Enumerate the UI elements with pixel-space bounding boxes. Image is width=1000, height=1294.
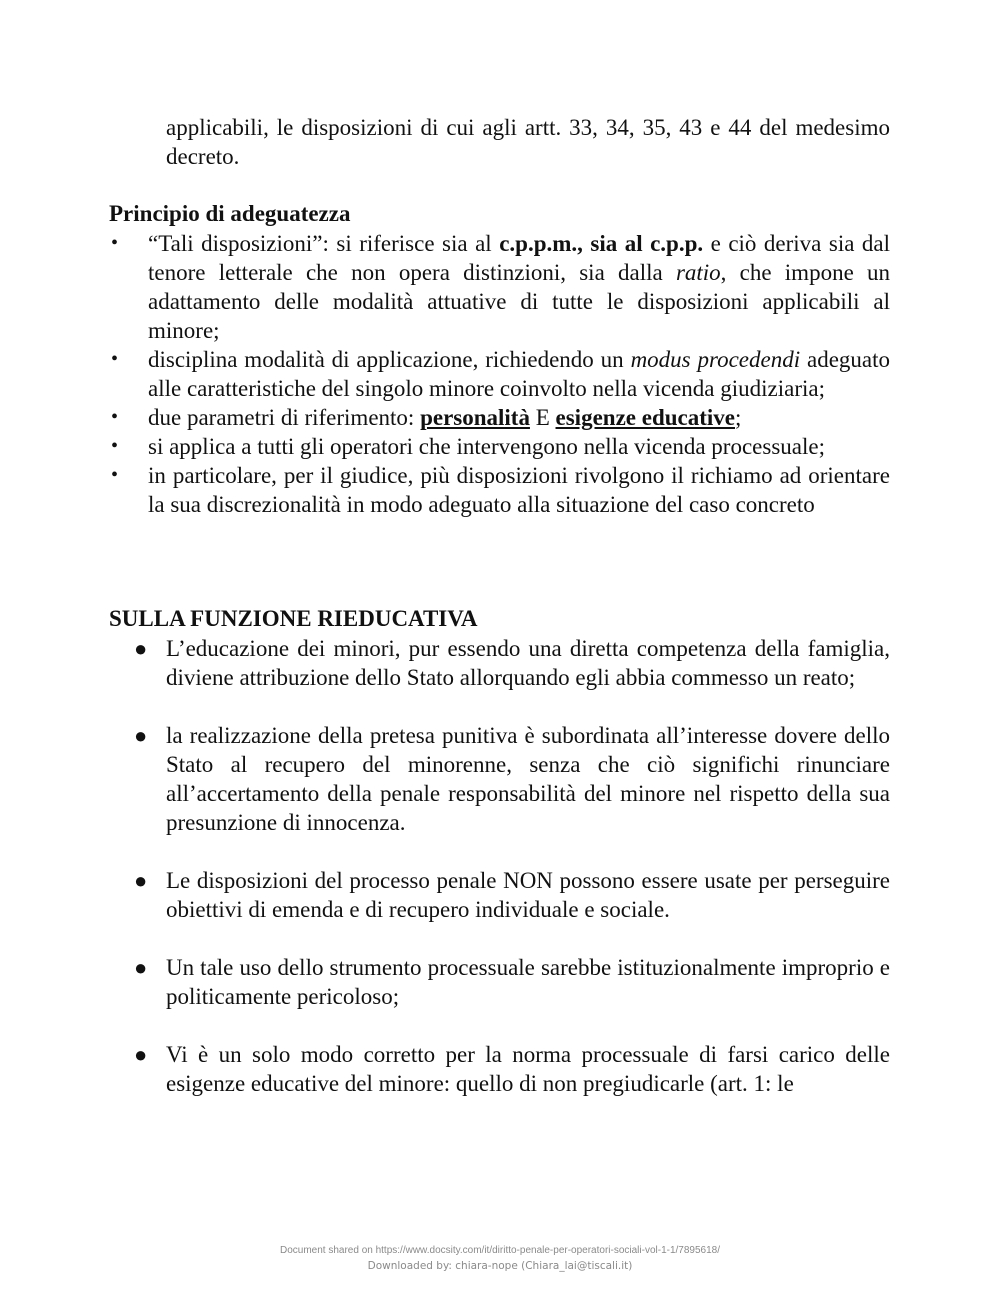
text-run: si applica a tutti gli operatori che intervengono nella vicenda processuale;	[148, 434, 825, 459]
text-run: due parametri di riferimento:	[148, 405, 421, 430]
list-item	[130, 866, 890, 924]
rieducativa-list	[130, 634, 890, 1127]
text-run: Un tale uso dello strumento processuale sarebbe istituzionalmente improprio e politicamente pericoloso;	[166, 955, 890, 1009]
bullet-icon: •	[111, 464, 119, 486]
intro-paragraph: applicabili, le disposizioni di cui agli artt. 33, 34, 35, 43 e 44 del medesimo decreto.	[166, 115, 890, 169]
italic-text: modus procedendi	[630, 347, 801, 372]
text-run: disciplina modalità di applicazione, richiedendo un	[148, 347, 631, 372]
list-item	[109, 461, 890, 519]
bold-text: c.p.p.m., sia al c.p.p.	[499, 231, 704, 256]
bullet-icon: •	[111, 435, 119, 457]
text-run: “Tali disposizioni”: si riferisce sia al	[148, 231, 500, 256]
italic-text: ratio	[675, 260, 721, 285]
underlined-bold-text: esigenze educative	[555, 405, 735, 430]
list-item	[130, 1040, 890, 1098]
text-run: e ciò deriva sia dal tenore letterale che non opera distinzioni, sia dalla	[148, 231, 891, 285]
adeguatezza-list	[109, 229, 890, 519]
footer-downloaded-by: Downloaded by: chiara-nope (Chiara_lai@tiscali.it)	[367, 1260, 633, 1272]
text-run: la realizzazione della pretesa punitiva è subordinata all’interesse dovere dello Stato al recupero del minorenne, senza che ciò significhi rinunciare all’accertamento della penale responsabilità del minore nel rispetto della sua presunzione di innocenza.	[166, 723, 890, 835]
text-run: E	[529, 405, 556, 430]
list-item	[130, 953, 890, 1011]
bullet-icon: ●	[134, 636, 148, 661]
section-heading-adeguatezza: Principio di adeguatezza	[109, 201, 351, 226]
bullet-icon: ●	[134, 723, 148, 748]
text-run: adeguato alle caratteristiche del singolo minore coinvolto nella vicenda giudiziaria;	[148, 347, 890, 401]
list-item	[109, 403, 890, 432]
footer-shared-link[interactable]: Document shared on https://www.docsity.com/it/diritto-penale-per-operatori-sociali-vol-1-1/7895618/	[279, 1245, 721, 1256]
text-run: L’educazione dei minori, pur essendo una diretta competenza della famiglia, diviene attribuzione dello Stato allorquando egli abbia commesso un reato;	[166, 636, 890, 690]
list-item	[109, 345, 890, 403]
list-item	[109, 229, 890, 345]
bullet-icon: •	[111, 348, 119, 370]
section-heading-rieducativa: SULLA FUNZIONE RIEDUCATIVA	[109, 606, 478, 631]
text-run: Vi è un solo modo corretto per la norma processuale di farsi carico delle esigenze educative del minore: quello di non pregiudicarle (art. 1: le	[166, 1042, 890, 1096]
list-item	[109, 432, 890, 461]
text-run: , che impone un adattamento delle modalità attuative di tutte le disposizioni applicabili al minore;	[148, 260, 891, 343]
underlined-bold-text: personalità	[420, 405, 530, 430]
bullet-icon: •	[111, 406, 119, 428]
list-item	[130, 721, 890, 837]
list-item	[130, 634, 890, 692]
bullet-icon: ●	[134, 955, 148, 980]
bullet-icon: •	[111, 232, 119, 254]
bullet-icon: ●	[134, 868, 148, 893]
text-run: ;	[735, 405, 742, 430]
bullet-icon: ●	[134, 1042, 148, 1067]
text-run: Le disposizioni del processo penale NON possono essere usate per perseguire obiettivi di emenda e di recupero individuale e sociale.	[166, 868, 890, 922]
text-run: in particolare, per il giudice, più disposizioni rivolgono il richiamo ad orientare la sua discrezionalità in modo adeguato alla situazione del caso concreto	[148, 463, 890, 517]
